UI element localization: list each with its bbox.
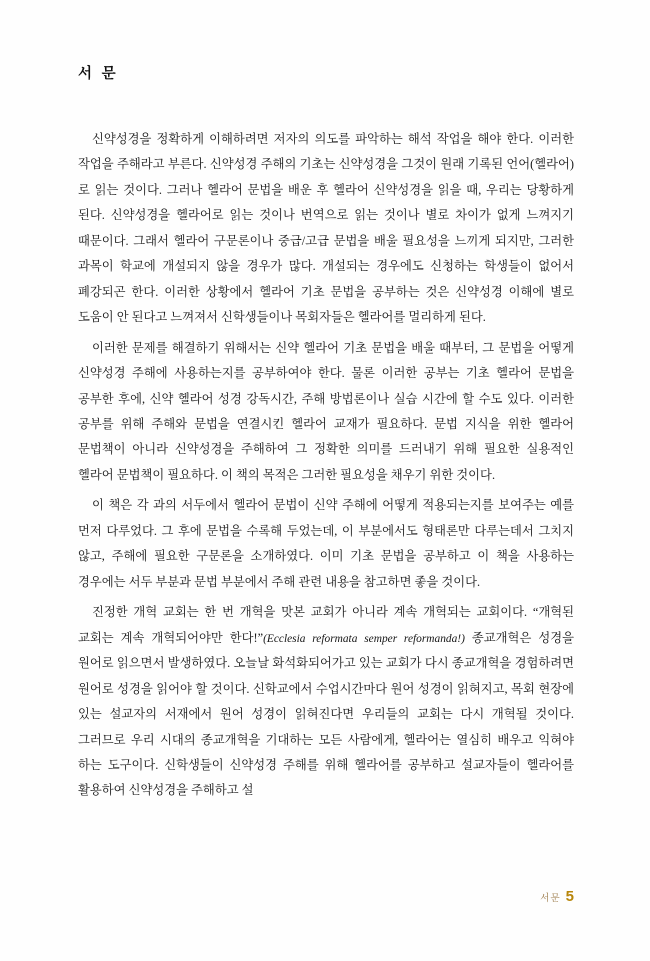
paragraph-4 bbox=[78, 600, 574, 804]
paragraph-4-before-latin: 진정한 개혁 교회는 한 번 개혁을 맛본 교회가 아니라 계속 개혁되는 교회이다. “개혁된 교회는 계속 개혁되어야만 한다!” bbox=[78, 605, 574, 645]
paragraph-3: 이 책은 각 과의 서두에서 헬라어 문법이 신약 주해에 어떻게 적용되는지를 보여주는 예를 먼저 다루었다. 그 후에 문법을 수록해 두었는데, 이 부분에서도 형태론만 다루는데서 그치지 않고, 주해에 필요한 구문론을 소개하였다. 이미 기초 문법을 공부하고 이 책을 사용하는 경우에는 서두 부분과 문법 부분에서 주해 관련 내용을 참고하면 좋을 것이다. bbox=[78, 498, 574, 589]
paragraph-1: 신약성경을 정확하게 이해하려면 저자의 의도를 파악하는 해석 작업을 해야 한다. 이러한 작업을 주해라고 부른다. 신약성경 주해의 기초는 신약성경을 그것이 원래 기록된 언어(헬라어)로 읽는 것이다. 그러나 헬라어 문법을 배운 후 헬라어 신약성경을 읽을 때, 우리는 당황하게 된다. 신약성경을 헬라어로 읽는 것이나 번역으로 읽는 것이나 별로 차이가 없게 느껴지기 때문이다. 그래서 헬라어 구문론이나 중급/고급 문법을 배울 필요성을 느끼게 되지만, 그러한 과목이 학교에 개설되지 않을 경우가 많다. 개설되는 경우에도 신청하는 학생들이 없어서 폐강되곤 한다. 이러한 상황에서 헬라어 기초 문법을 공부하는 것은 신약성경 이해에 별로 도움이 안 된다고 느껴져서 신학생들이나 목회자들은 헬라어를 멀리하게 된다. bbox=[78, 132, 574, 325]
page-number: 5 bbox=[565, 888, 574, 905]
footer-label: 서문 bbox=[540, 894, 561, 904]
latin-quotation: (Ecclesia reformata semper reformanda!) bbox=[263, 632, 465, 645]
paragraph-4-after-latin: 종교개혁은 성경을 원어로 읽으면서 발생하였다. 오늘날 화석화되어가고 있는 교회가 다시 종교개혁을 경험하려면 원어로 성경을 읽어야 할 것이다. 신학교에서 수업시간마다 원어 성경이 읽혀지고, 목회 현장에 있는 설교자의 서재에서 원어 성경이 읽혀진다면 우리들의 교회는 다시 개혁될 것이다. 그러므로 우리 시대의 종교개혁을 기대하는 모든 사람에게, 헬라어는 열심히 배우고 익혀야 하는 도구이다. 신학생들이 신약성경 주해를 위해 헬라어를 공부하고 설교자들이 헬라어를 활용하여 신약성경을 주해하고 설 bbox=[78, 630, 574, 798]
paragraph-2: 이러한 문제를 해결하기 위해서는 신약 헬라어 기초 문법을 배울 때부터, 그 문법을 어떻게 신약성경 주해에 사용하는지를 공부하여야 한다. 물론 이러한 공부는 기초 헬라어 문법을 공부한 후에, 신약 헬라어 성경 강독시간, 주해 방법론이나 실습 시간에 할 수도 있다. 이러한 공부를 위해 주해와 문법을 연결시킨 헬라어 교재가 필요하다. 문법 지식을 위한 헬라어 문법책이 아니라 신약성경을 주해하여 그 정확한 의미를 드러내기 위해 필요한 실용적인 헬라어 문법책이 필요하다. 이 책의 목적은 그러한 필요성을 채우기 위한 것이다. bbox=[78, 340, 574, 482]
page-title: 서 문 bbox=[78, 66, 119, 82]
page-content bbox=[78, 62, 574, 804]
body-text bbox=[78, 127, 574, 804]
page-footer bbox=[78, 888, 574, 905]
